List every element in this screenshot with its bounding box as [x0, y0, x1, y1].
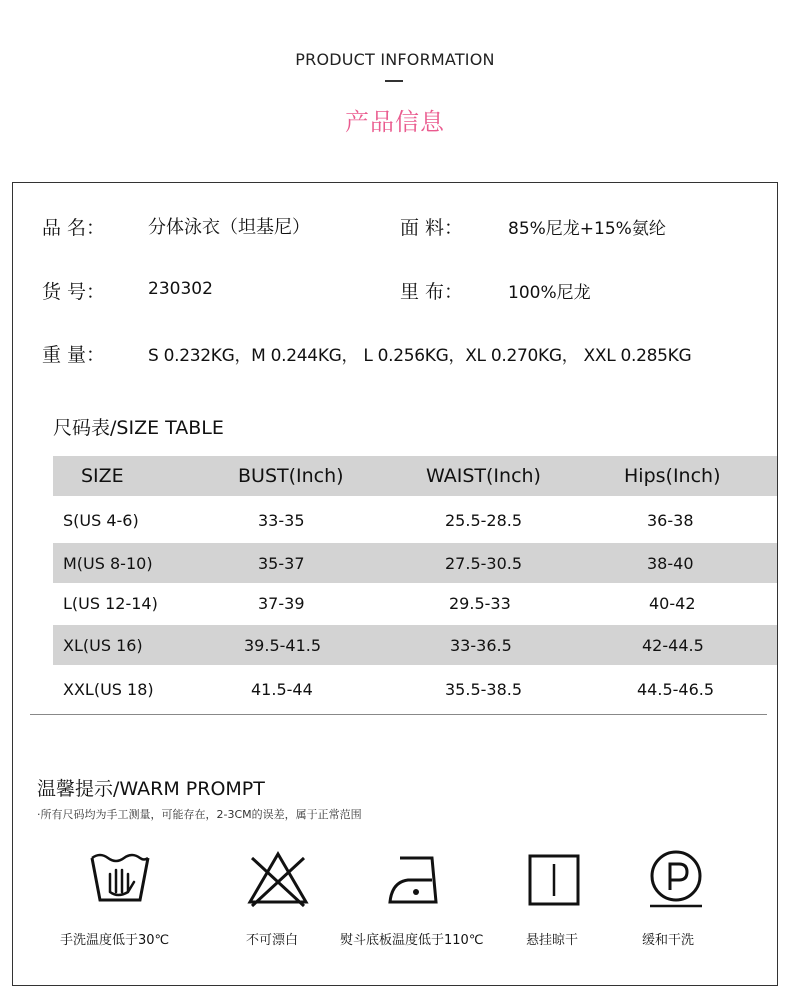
cell-bust: 39.5-41.5: [244, 635, 322, 655]
cell-waist: 35.5-38.5: [445, 679, 523, 699]
care-label-iron: 熨斗底板温度低于110℃: [340, 933, 484, 948]
cell-waist: 33-36.5: [450, 635, 512, 655]
no-bleach-icon: [246, 848, 310, 912]
cell-hips: 42-44.5: [642, 635, 704, 655]
cell-waist: 27.5-30.5: [445, 553, 523, 573]
cell-bust: 41.5-44: [251, 679, 313, 699]
hang-dry-icon: [522, 848, 586, 912]
cell-size: S(US 4-6): [63, 510, 139, 530]
dry-clean-p-icon: [644, 848, 708, 912]
col-header-bust: BUST(Inch): [238, 465, 344, 487]
col-header-waist: WAIST(Inch): [426, 465, 541, 487]
header-title-en: PRODUCT INFORMATION: [295, 50, 495, 69]
item-no-value: 230302: [148, 279, 213, 299]
fabric-value: 85%尼龙+15%氨纶: [508, 219, 666, 239]
cell-waist: 25.5-28.5: [445, 510, 523, 530]
cell-hips: 38-40: [647, 553, 694, 573]
cell-hips: 36-38: [647, 510, 694, 530]
lining-value: 100%尼龙: [508, 283, 591, 303]
cell-waist: 29.5-33: [449, 593, 511, 613]
section-divider: [30, 714, 767, 715]
cell-size: XL(US 16): [63, 635, 143, 655]
fabric-label: 面 料：: [400, 217, 464, 239]
table-row: [53, 583, 777, 623]
lining-label: 里 布：: [400, 281, 464, 303]
table-row: [53, 500, 777, 540]
care-label-hang-dry: 悬挂晾干: [526, 933, 579, 948]
weight-value: S 0.232KG，M 0.244KG， L 0.256KG，XL 0.270KG， XXL 0.285KG: [148, 346, 692, 366]
care-label-dry-clean: 缓和干洗: [642, 933, 695, 948]
weight-label: 重 量：: [42, 344, 106, 366]
header-divider: [385, 80, 403, 82]
cell-bust: 37-39: [258, 593, 305, 613]
table-row: [53, 625, 777, 665]
iron-icon: [386, 848, 450, 912]
cell-size: M(US 8-10): [63, 553, 153, 573]
cell-size: XXL(US 18): [63, 679, 154, 699]
cell-hips: 44.5-46.5: [637, 679, 715, 699]
warm-prompt-note: ·所有尺码均为手工测量，可能存在，2-3CM的误差，属于正常范围: [37, 808, 362, 821]
cell-hips: 40-42: [649, 593, 696, 613]
care-label-hand-wash: 手洗温度低于30℃: [60, 933, 170, 948]
item-no-label: 货 号：: [42, 281, 106, 303]
cell-bust: 33-35: [258, 510, 305, 530]
table-row: [53, 543, 777, 583]
size-table-header: [53, 456, 777, 496]
care-label-no-bleach: 不可漂白: [246, 933, 299, 948]
table-row: [53, 669, 777, 709]
name-label: 品 名：: [42, 217, 106, 239]
cell-bust: 35-37: [258, 553, 305, 573]
header-title-cn: 产品信息: [345, 108, 445, 136]
warm-prompt-title: 温馨提示/WARM PROMPT: [37, 778, 265, 800]
hand-wash-icon: [88, 848, 152, 912]
col-header-hips: Hips(Inch): [624, 465, 721, 487]
size-table-title: 尺码表/SIZE TABLE: [53, 417, 224, 439]
col-header-size: SIZE: [81, 465, 124, 487]
name-value: 分体泳衣（坦基尼）: [148, 217, 310, 238]
cell-size: L(US 12-14): [63, 593, 158, 613]
